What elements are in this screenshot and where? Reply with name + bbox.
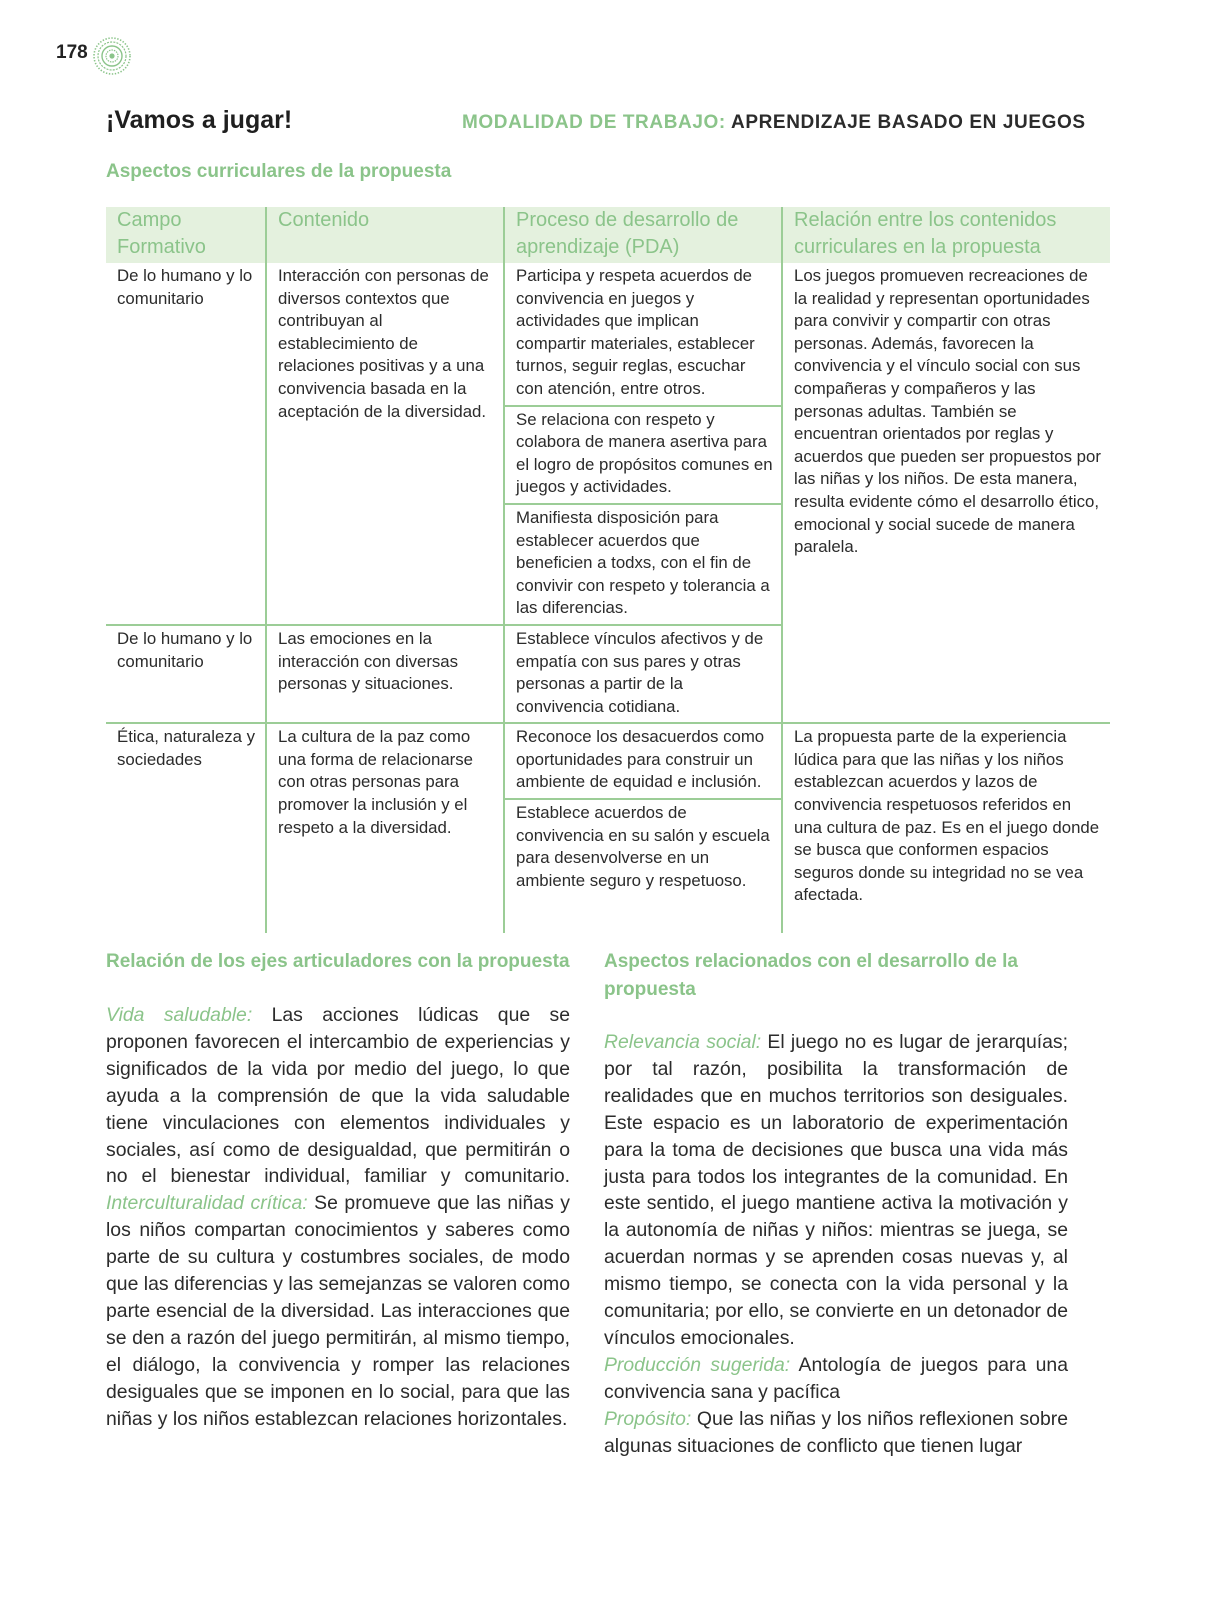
- pda-cell: [504, 723, 782, 933]
- pda-item: Establece vínculos afectivos y de empatía con sus pares y otras personas a partir de la convivencia cotidiana.: [516, 628, 764, 716]
- desarrollo-heading: Aspectos relacionados con el desarrollo de la propuesta: [604, 951, 1018, 1000]
- proposito-text: Que las niñas y los niños reflexionen sobre algunas situaciones de conflicto que tienen lugar: [604, 1407, 1068, 1457]
- contenido-cell: Interacción con personas de diversos contextos que contribuyan al establecimiento de relaciones positivas y a una convivencia basada en la aceptación de la diversidad.: [266, 263, 504, 625]
- header-campo: Campo Formativo: [106, 207, 266, 263]
- vida-saludable-label: Vida saludable:: [106, 1004, 253, 1026]
- interculturalidad-text: Se promueve que las niñas y los niños compartan conocimientos y saberes como parte de su cultura y costumbres sociales, de modo que las diferencias y las semejanzas se valoren como parte esencial de la diversidad. Las interacciones que se den a razón del juego permitirán, al mismo tiempo, el diálogo, la convivencia y romper las relaciones desiguales que se imponen en lo social, para que las niñas y los niños establezcan relaciones horizontales.: [106, 1192, 571, 1430]
- table-row: [106, 723, 1110, 933]
- pda-item: Establece acuerdos de convivencia en su salón y escuela para desenvolverse en un ambiente seguro y respetuoso.: [505, 798, 781, 896]
- table-header-row: [106, 207, 1110, 263]
- relevancia-label: Relevancia social:: [604, 1031, 762, 1053]
- relevancia-text: El juego no es lugar de jerarquías; por tal razón, posibilita la transformación de realidades que en muchos territorios son desiguales. Este espacio es un laboratorio de experimentación para la toma de decisiones que busca una vida más justa para todos los integrantes de la comunidad. En este sentido, el juego mantiene activa la motivación y la autonomía de niñas y niños: mientras se juega, se acuerdan normas y se aprenden cosas nuevas y, al mismo tiempo, se conecta con la vida personal y la comunitaria; por ello, se convierte en un detonador de vínculos emocionales.: [604, 1031, 1069, 1349]
- ejes-heading: Relación de los ejes articuladores con la propuesta: [106, 951, 570, 972]
- contenido-cell: Las emociones en la interacción con diversas personas y situaciones.: [266, 625, 504, 723]
- interculturalidad-label: Interculturalidad crítica:: [106, 1192, 308, 1215]
- pda-item: Reconoce los desacuerdos como oportunidades para construir un ambiente de equidad e inclusión.: [516, 727, 765, 792]
- table-row: [106, 263, 1110, 625]
- page-number: 178: [56, 42, 88, 63]
- header-pda: Proceso de desarrollo de aprendizaje (PDA): [504, 207, 782, 263]
- pda-cell: [504, 625, 782, 723]
- contenido-cell: La cultura de la paz como una forma de relacionarse con otras personas para promover la inclusión y el respeto a la diversidad.: [266, 723, 504, 933]
- modality-label: MODALIDAD DE TRABAJO:: [462, 112, 726, 133]
- page-title: ¡Vamos a jugar!: [106, 106, 293, 134]
- proposito-label: Propósito:: [604, 1407, 692, 1430]
- desarrollo-body: [604, 1029, 1068, 1460]
- pda-item: Participa y respeta acuerdos de convivencia en juegos y actividades que implican compartir materiales, establecer turnos, seguir reglas, escuchar con atención, entre otros.: [516, 266, 755, 398]
- curricular-table: [106, 207, 1110, 933]
- relacion-cell: La propuesta parte de la experiencia lúdica para que las niñas y los niños establezcan acuerdos y lazos de convivencia respetuosos referidos en una cultura de paz. Es en el juego donde se busca que conformen espacios seguros donde su integridad no se vea afectada.: [782, 723, 1110, 933]
- pda-cell: [504, 263, 782, 625]
- modality-value: APRENDIZAJE BASADO EN JUEGOS: [731, 112, 1086, 133]
- produccion-label: Producción sugerida:: [604, 1353, 791, 1376]
- campo-cell: De lo humano y lo comunitario: [106, 625, 266, 723]
- header-contenido: Contenido: [266, 207, 504, 263]
- campo-cell: Ética, naturaleza y sociedades: [106, 723, 266, 933]
- modality-line: [462, 112, 1086, 134]
- produccion-text: Antología de juegos para una convivencia sana y pacífica: [604, 1353, 1068, 1403]
- relacion-cell: Los juegos promueven recreaciones de la realidad y representan oportunidades para convivir y compartir con otras personas. Además, favorecen la convivencia y el vínculo social con sus compañeras y compañeros y las personas adultas. También se encuentran orientados por reglas y acuerdos que pueden ser propuestos por las niñas y los niños. De esta manera, resulta evidente cómo el desarrollo ético, emocional y social sucede de manera paralela.: [782, 263, 1110, 723]
- header-relacion: Relación entre los contenidos curriculares en la propuesta: [782, 207, 1110, 263]
- campo-cell: De lo humano y lo comunitario: [117, 266, 253, 308]
- curricular-heading: Aspectos curriculares de la propuesta: [106, 161, 452, 182]
- sun-emblem-icon: [92, 36, 132, 76]
- ejes-body: [106, 1002, 570, 1433]
- pda-item: Manifiesta disposición para establecer acuerdos que beneficien a todxs, con el fin de convivir con respeto y tolerancia a las diferencias.: [505, 503, 781, 624]
- vida-saludable-text: Las acciones lúdicas que se proponen favorecen el intercambio de experiencias y significados de la vida por medio del juego, lo que ayuda a la comprensión de que la vida saludable tiene vinculaciones con elementos individuales y sociales, así como de desigualdad, que permitirán o no el bienestar individual, familiar y comunitario.: [106, 1004, 570, 1188]
- pda-item: Se relaciona con respeto y colabora de manera asertiva para el logro de propósitos comunes en juegos y actividades.: [505, 405, 781, 503]
